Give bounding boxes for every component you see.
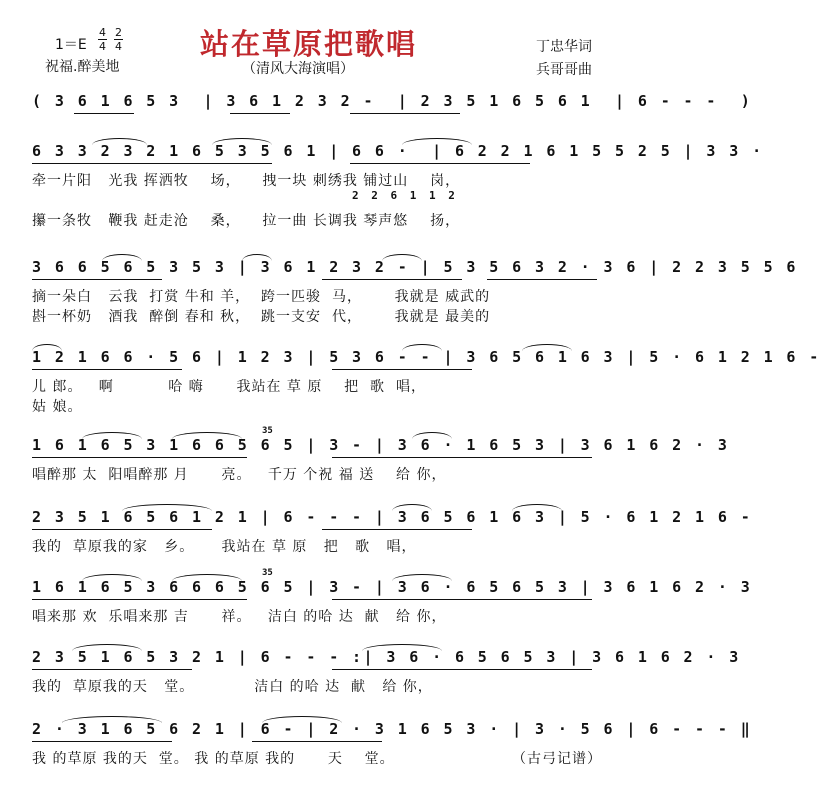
lyrics-verse-2: 斟一杯奶 酒我 醉倒 春和 秋， 跳一支安 代， 我就是 最美的 [32,309,491,325]
slur [172,574,242,581]
notation-line: 2 · 3 1 6 5 6 2 1 | 6 - | 2 · 3 1 6 5 3 · | 3 · 5 6 | 6 - - - ‖ [32,720,753,738]
beam [487,279,597,280]
time-sig-bottom: 4 [99,40,106,53]
score-row [32,716,753,772]
beam [74,113,134,114]
slur [82,432,142,439]
slur [172,432,242,439]
slur [262,716,342,723]
score-row [32,138,764,229]
score-row [32,254,798,326]
transcriber-note: （古弓记谱） [512,751,602,767]
beam [332,369,472,370]
key-signature: 1＝E [55,37,87,53]
score-row [32,504,753,560]
slur [102,254,142,261]
beam [322,279,462,280]
lyrics-verse-1: 摘一朵白 云我 打赏 牛和 羊， 跨一匹骏 马， 我就是 威武的 [32,289,491,305]
lyrics: 我的 草原我的天 堂。 洁白 的哈 达 献 给 你， [32,679,433,695]
slur [212,138,272,145]
beam [32,279,162,280]
slur [62,716,162,723]
slur [512,504,562,511]
beam [332,457,592,458]
beam [252,741,382,742]
slur [362,644,442,651]
beam [32,163,272,164]
beam [332,599,592,600]
notation-line: ( 3 6 1 6 5 3 | 3 6 1 2 3 2 - | 2 3 5 1 6 5 6 1 | 6 - - - ) [32,92,753,110]
time-sig-bottom: 4 [115,40,122,53]
slur [242,254,272,261]
slur [402,344,442,351]
beam [32,741,172,742]
beam [322,529,472,530]
composer-credit: 兵哥哥曲 [536,62,592,78]
notation-line: 1 6 1 6 5 3 1 6 6 5 6 5 | 3 - | 3 6 · 1 6 5 3 | 3 6 1 6 2 · 3 [32,436,730,454]
beam [32,369,182,370]
time-sig-top: 2 [115,26,122,39]
beam [332,669,592,670]
notation-line: 1 6 1 6 5 3 6 6 6 5 6 5 | 3 - | 3 6 · 6 5 6 5 3 | 3 6 1 6 2 · 3 [32,578,753,596]
lyrics-verse-2: 姑 娘。 [32,399,83,415]
slur [72,644,142,651]
time-sig-top: 4 [99,26,106,39]
beam [32,599,247,600]
slur [412,432,452,439]
slur [122,504,212,511]
time-signature-2-4 [114,27,123,52]
lyrics: 我 的草原 我的天 堂。 我 的草原 我的 天 堂。 [32,751,395,767]
lyrics-verse-1: 儿 郎。 啊 哈 嗨 我站在 草 原 把 歌 唱， [32,379,426,395]
grace-note: 35 [262,426,273,436]
notation-line: 2 3 5 1 6 5 6 1 2 1 | 6 - - - | 3 6 5 6 1 6 3 | 5 · 6 1 2 1 6 - [32,508,753,526]
grace-note: 35 [262,568,273,578]
slur [402,138,472,145]
beam [32,457,247,458]
score-row-intro [32,88,753,118]
lyrics: 我的 草原我的家 乡。 我站在 草 原 把 歌 唱， [32,539,417,555]
beam [350,163,530,164]
notation-line: 6 3 3 2 3 2 1 6 5 3 5 6 1 | 6 6 · | 6 2 2 1 6 1 5 5 2 5 | 3 3 · [32,142,764,160]
beam [230,113,290,114]
beam [32,669,192,670]
lyrics-verse-2: 攥一条牧 鞭我 赶走沧 桑， 拉一曲 长调我 琴声悠 扬， [32,213,461,229]
song-title: 站在草原把歌唱 [200,27,418,61]
notation-line: 1 2 1 6 6 · 5 6 | 1 2 3 | 5 3 6 - - | 3 6 5 6 1 6 3 | 5 · 6 1 2 1 6 - [32,348,821,366]
mood-marking: 祝福.醉美地 [45,59,120,75]
slur [392,504,432,511]
slur [522,344,572,351]
lyrics: 唱醉那 太 阳唱醉那 月 亮。 千万 个祝 福 送 给 你， [32,467,447,483]
score-row [32,568,753,630]
slur [82,574,142,581]
time-signature-4-4 [98,27,107,52]
score-row [32,344,821,416]
alternate-notes: 2 2 6 1 1 2 [352,189,458,202]
notation-line: 2 3 5 1 6 5 3 2 1 | 6 - - - :| 3 6 · 6 5 6 5 3 | 3 6 1 6 2 · 3 [32,648,741,666]
slur [32,344,62,351]
beam [32,529,212,530]
score-row [32,644,741,700]
slur [382,254,422,261]
score-row [32,426,730,488]
slur [92,138,147,145]
notation-line: 3 6 6 5 6 5 3 5 3 | 3 6 1 2 3 2 - | 5 3 5 6 3 2 · 3 6 | 2 2 3 5 5 6 [32,258,798,276]
lyrics: 唱来那 欢 乐唱来那 吉 祥。 洁白 的哈 达 献 给 你， [32,609,447,625]
lyrics-verse-1: 牵一片阳 光我 挥洒牧 场， 拽一块 刺绣我 铺过山 岗， [32,173,461,189]
beam [350,113,460,114]
lyricist-credit: 丁忠华词 [536,39,592,55]
performer-note: （清风大海演唱） [242,61,354,77]
slur [392,574,452,581]
